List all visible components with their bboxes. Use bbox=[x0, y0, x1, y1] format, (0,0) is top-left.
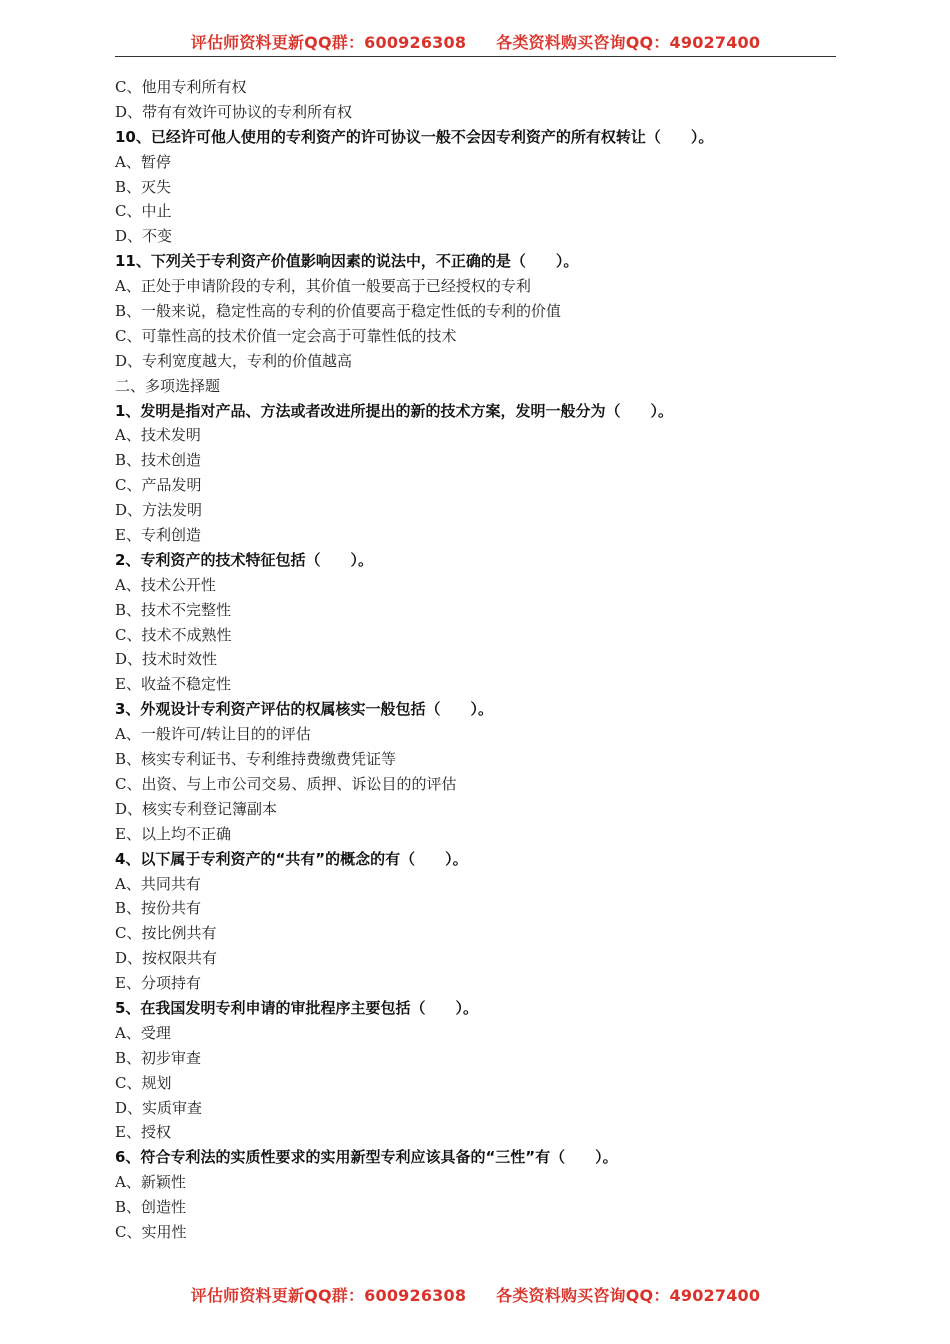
question-text: 4、以下属于专利资产的“共有”的概念的有（ ）。 bbox=[115, 849, 468, 868]
option-text: A、技术公开性 bbox=[115, 575, 216, 594]
header-banner bbox=[115, 32, 836, 54]
question-text: 1、发明是指对产品、方法或者改进所提出的新的技术方案，发明一般分为（ ）。 bbox=[115, 401, 673, 420]
footer-buy-label: 各类资料购买咨询QQ：49027400 bbox=[496, 1286, 761, 1305]
option-text: B、按份共有 bbox=[115, 899, 202, 918]
option-text: B、核实专利证书、专利维持费缴费凭证等 bbox=[115, 750, 397, 769]
option-text: D、实质审查 bbox=[115, 1098, 203, 1117]
option-text: D、专利宽度越大，专利的价值越高 bbox=[115, 351, 353, 370]
option-text: A、正处于申请阶段的专利，其价值一般要高于已经授权的专利 bbox=[115, 277, 531, 296]
option-text: C、实用性 bbox=[115, 1222, 187, 1241]
option-text: C、可靠性高的技术价值一定会高于可靠性低的技术 bbox=[115, 326, 457, 345]
question-text: 3、外观设计专利资产评估的权属核实一般包括（ ）。 bbox=[115, 700, 493, 719]
option-text: C、技术不成熟性 bbox=[115, 625, 232, 644]
option-text: B、初步审查 bbox=[115, 1048, 202, 1067]
question-text: 6、符合专利法的实质性要求的实用新型专利应该具备的“三性”有（ ）。 bbox=[115, 1148, 618, 1167]
option-text: E、授权 bbox=[115, 1123, 171, 1142]
option-text: B、一般来说，稳定性高的专利的价值要高于稳定性低的专利的价值 bbox=[115, 302, 562, 321]
option-text: D、按权限共有 bbox=[115, 949, 218, 968]
option-text: E、以上均不正确 bbox=[115, 824, 231, 843]
page-header bbox=[115, 32, 836, 57]
option-text: A、受理 bbox=[115, 1023, 171, 1042]
option-text: D、核实专利登记簿副本 bbox=[115, 799, 278, 818]
option-text: C、规划 bbox=[115, 1073, 172, 1092]
option-text: B、创造性 bbox=[115, 1198, 187, 1217]
option-text: A、新颖性 bbox=[115, 1173, 186, 1192]
header-buy-label: 各类资料购买咨询QQ：49027400 bbox=[496, 33, 761, 52]
footer-group-label: 评估师资料更新QQ群：600926308 bbox=[190, 1286, 467, 1305]
document-body bbox=[115, 75, 845, 1245]
option-text: E、专利创造 bbox=[115, 526, 201, 545]
option-text: B、技术不完整性 bbox=[115, 600, 232, 619]
option-text: C、他用专利所有权 bbox=[115, 78, 247, 96]
option-text: A、暂停 bbox=[115, 152, 171, 171]
option-text: C、中止 bbox=[115, 202, 172, 221]
option-text: D、不变 bbox=[115, 227, 173, 246]
question-text: 10、已经许可他人使用的专利资产的许可协议一般不会因专利资产的所有权转让（ ）。 bbox=[115, 127, 714, 146]
header-group-label: 评估师资料更新QQ群：600926308 bbox=[190, 33, 467, 52]
option-text: D、技术时效性 bbox=[115, 650, 218, 669]
option-text: A、技术发明 bbox=[115, 426, 201, 445]
question-text: 2、专利资产的技术特征包括（ ）。 bbox=[115, 550, 373, 569]
option-text: A、一般许可/转让目的的评估 bbox=[115, 725, 311, 744]
question-text: 11、下列关于专利资产价值影响因素的说法中，不正确的是（ ）。 bbox=[115, 252, 579, 271]
option-text: E、收益不稳定性 bbox=[115, 675, 231, 694]
page-footer bbox=[115, 1285, 836, 1307]
question-text: 5、在我国发明专利申请的审批程序主要包括（ ）。 bbox=[115, 998, 478, 1017]
option-text: C、按比例共有 bbox=[115, 924, 217, 943]
footer-banner bbox=[115, 1285, 836, 1307]
option-text: A、共同共有 bbox=[115, 874, 201, 893]
option-text: C、出资、与上市公司交易、质押、诉讼目的的评估 bbox=[115, 774, 457, 793]
option-text: E、分项持有 bbox=[115, 974, 201, 993]
option-text: B、技术创造 bbox=[115, 451, 202, 470]
option-text: D、方法发明 bbox=[115, 501, 203, 520]
option-text: B、灭失 bbox=[115, 177, 172, 196]
section-heading: 二、多项选择题 bbox=[115, 376, 221, 395]
option-text: D、带有有效许可协议的专利所有权 bbox=[115, 102, 353, 121]
option-text: C、产品发明 bbox=[115, 476, 202, 495]
